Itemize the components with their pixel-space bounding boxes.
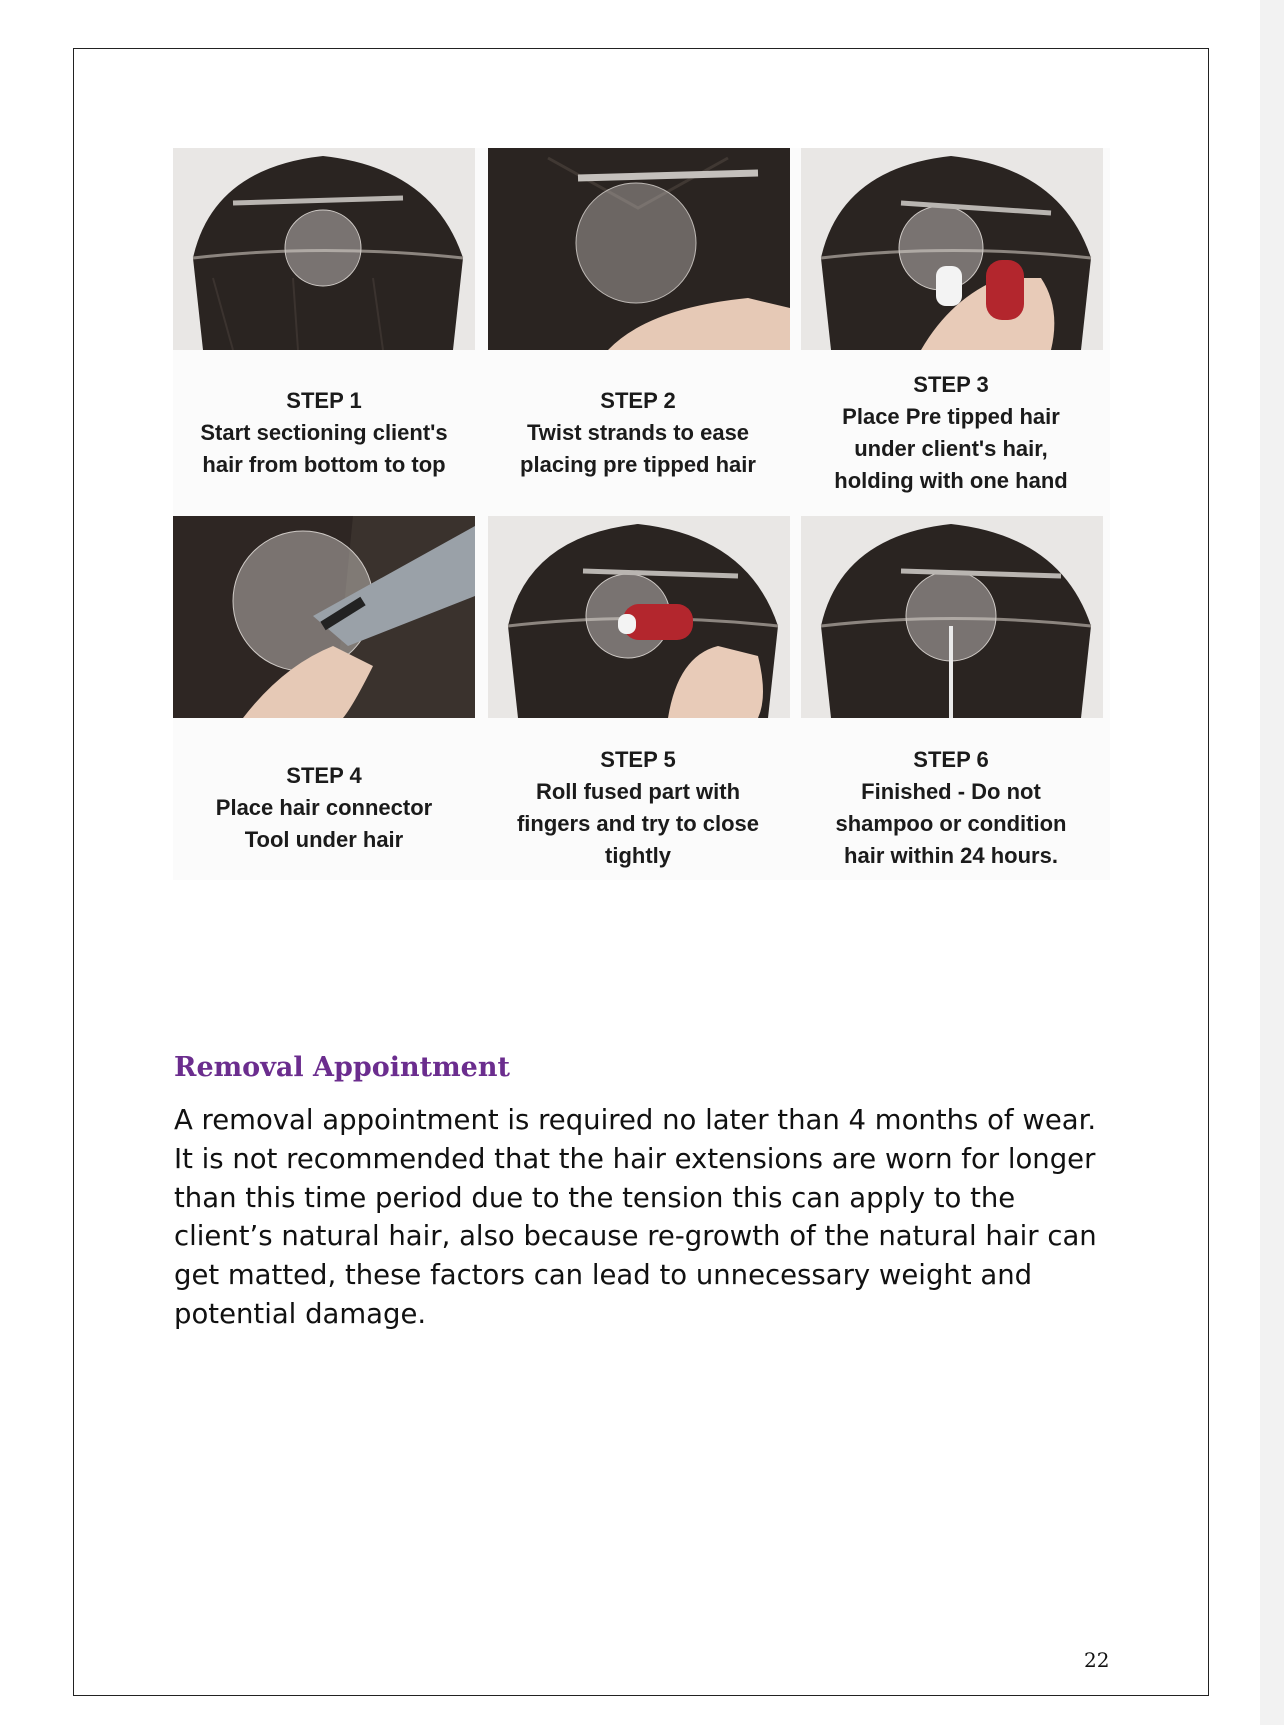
step-text-line: Twist strands to ease (526, 420, 750, 445)
step-5-caption (482, 744, 794, 872)
section-heading: Removal Appointment (174, 1052, 510, 1083)
step-1-caption (168, 385, 480, 481)
step-text-line: tightly (605, 843, 671, 868)
page-number: 22 (1084, 1648, 1110, 1672)
step-text-line: shampoo or condition (835, 811, 1067, 836)
step-label: STEP 1 (286, 388, 362, 413)
step-3-caption (795, 369, 1107, 497)
step-text-line: under client's hair, (854, 436, 1048, 461)
step-text-line: Place Pre tipped hair (842, 404, 1060, 429)
step-4-photo (173, 516, 475, 718)
step-text-line: placing pre tipped hair (520, 452, 756, 477)
step-label: STEP 2 (600, 388, 676, 413)
step-2-caption (482, 385, 794, 481)
step-4-caption (168, 760, 480, 856)
step-label: STEP 4 (286, 763, 362, 788)
step-2-photo (488, 148, 790, 350)
step-label: STEP 6 (913, 747, 989, 772)
step-text-line: Tool under hair (244, 827, 404, 852)
step-text-line: fingers and try to close (516, 811, 760, 836)
step-6-caption (795, 744, 1107, 872)
step-label: STEP 5 (600, 747, 676, 772)
step-text-line: holding with one hand (834, 468, 1068, 493)
step-label: STEP 3 (913, 372, 989, 397)
step-text-line: Start sectioning client's (200, 420, 448, 445)
step-text-line: Place hair connector (215, 795, 433, 820)
steps-figure (173, 148, 1110, 880)
step-text-line: Roll fused part with (535, 779, 741, 804)
step-1-photo (173, 148, 475, 350)
step-3-photo (801, 148, 1103, 350)
step-text-line: Finished - Do not (861, 779, 1041, 804)
step-6-photo (801, 516, 1103, 718)
body-paragraph: A removal appointment is required no later than 4 months of wear. It is not recommended that the hair extensions are worn for longer than this time period due to the tension this can apply to the client’s natural hair, also because re-growth of the natural hair can get matted, these factors can lead to unnecessary weight and potential damage. (174, 1104, 1097, 1330)
step-text-line: hair from bottom to top (202, 452, 446, 477)
step-text-line: hair within 24 hours. (844, 843, 1058, 868)
step-5-photo (488, 516, 790, 718)
